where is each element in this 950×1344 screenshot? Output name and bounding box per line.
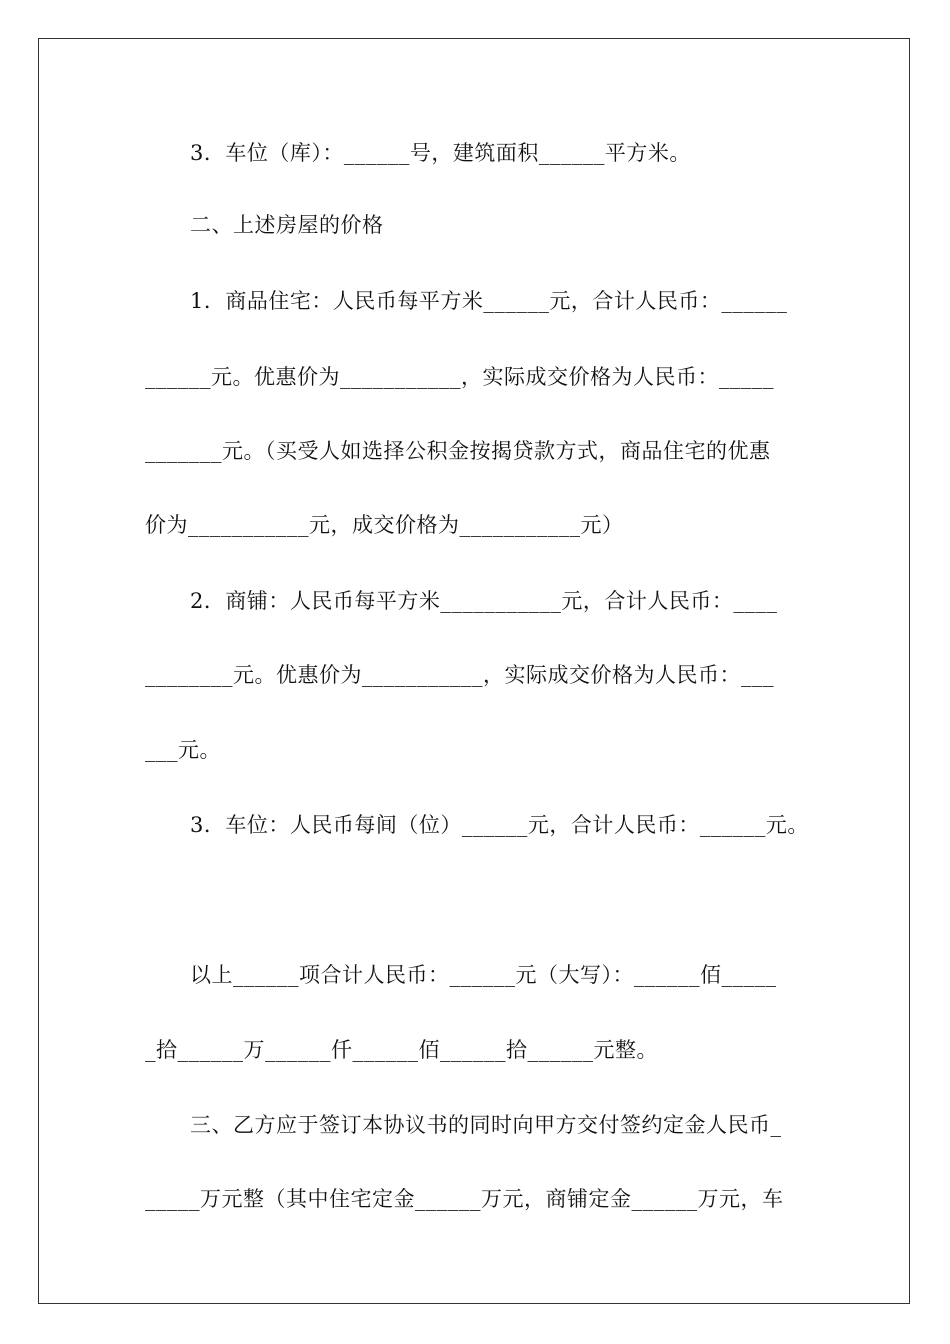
text-line-residential-price: 1．商品住宅：人民币每平方米______元，合计人民币：______	[190, 289, 788, 313]
text-line-shop-price: 2．商铺：人民币每平方米___________元，合计人民币：____	[190, 589, 778, 613]
section-heading-price: 二、上述房屋的价格	[190, 213, 384, 237]
text-line-fund-loan-price: 价为___________元，成交价格为___________元）	[145, 513, 624, 537]
text-line-deposit-breakdown: _____万元整（其中住宅定金______万元，商铺定金______万元，车	[145, 1187, 784, 1211]
section-heading-deposit: 三、乙方应于签订本协议书的同时向甲方交付签约定金人民币_	[190, 1113, 782, 1137]
text-line-total-amount: 以上______项合计人民币：______元（大写）：______佰_____	[190, 963, 777, 987]
text-line-parking-area: 3．车位（库）：______号，建筑面积______平方米。	[190, 141, 691, 165]
text-line-shop-discount: ________元。优惠价为___________，实际成交价格为人民币：___	[145, 663, 774, 687]
text-line-parking-price: 3．车位：人民币每间（位）______元，合计人民币：______元。	[190, 813, 809, 837]
text-line-fund-loan-note: _______元。（买受人如选择公积金按揭贷款方式，商品住宅的优惠	[145, 439, 771, 463]
text-line-shop-final: ___元。	[145, 738, 221, 762]
text-line-total-capital: _拾______万______仟______佰______拾______元整。	[145, 1038, 658, 1062]
text-line-residential-discount: ______元。优惠价为___________，实际成交价格为人民币：_____	[145, 365, 774, 389]
